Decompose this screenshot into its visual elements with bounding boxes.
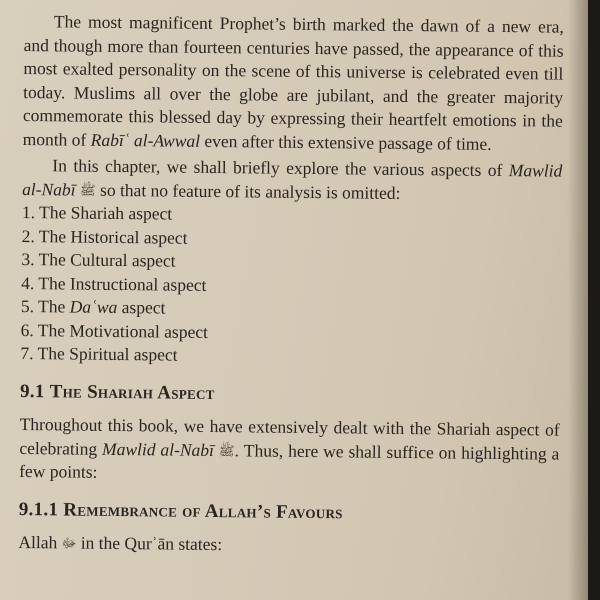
overview-italic-term: Mawlid al-Nabī [22, 160, 563, 200]
list-item-number: 2. [21, 225, 35, 246]
aspects-list [20, 201, 562, 371]
chapter-overview-paragraph [22, 154, 562, 207]
honorific-icon: ﷺ [79, 182, 96, 198]
list-item-number: 1. [21, 201, 36, 223]
page-content [18, 10, 564, 560]
list-item [20, 342, 560, 371]
list-item-text: The Historical aspect [38, 225, 188, 248]
list-item-text: The Cultural aspect [38, 249, 176, 271]
section-number: 9.1 [19, 380, 45, 402]
intro-paragraph [23, 10, 564, 157]
section-italic-term: Mawlid al-Nabī [101, 438, 215, 460]
list-item-number: 4. [21, 272, 35, 293]
overview-text-a: In this chapter, we shall briefly explore the various aspects of [52, 155, 509, 181]
list-item-number: 5. [20, 295, 35, 317]
intro-italic-term: Rabīʿ al-Awwal [90, 129, 201, 151]
list-item-number: 6. [20, 319, 34, 340]
honorific-icon: ﷺ [218, 442, 235, 458]
intro-text-a: The most magnificent Prophet’s birth marked the dawn of a new era, and though more than fourteen centuries have passed, the appearance of this most exalted personality on the scene of this universe is celebrated even till today. Muslims all over the globe are jubilant, and the greater majority commemorate this blessed day by expressing their heartfelt emotions in the month of [22, 11, 564, 150]
subsection-body-a: Allah [18, 531, 62, 553]
page-edge-shadow [568, 0, 588, 600]
list-item-number: 3. [21, 248, 35, 270]
section-title: The Shariah Aspect [49, 380, 215, 404]
list-item-number: 7. [20, 342, 34, 364]
list-item-text: The Spiritual aspect [37, 343, 178, 365]
section-heading-9-1-1 [19, 497, 559, 526]
section-heading-9-1 [20, 379, 560, 408]
section-body-b: . Thus, here we shall suffice on highlighting a few points: [19, 439, 560, 482]
section-body-a: Throughout this book, we have extensively dealt with the Shariah aspect of celebrating [19, 413, 560, 459]
list-item-text: The Motivational aspect [37, 319, 209, 342]
list-item-text: The Instructional aspect [38, 272, 207, 295]
list-item-text-post: aspect [117, 296, 166, 318]
list-item-text-pre: The [37, 296, 70, 317]
allah-honorific-icon: ﷻ [61, 535, 77, 551]
list-item-italic: Daʿwa [69, 296, 118, 317]
subsection-body-b: in the Qurʾān states: [76, 532, 223, 555]
section-9-1-paragraph [19, 413, 560, 489]
intro-text-b: even after this extensive passage of time. [199, 130, 492, 154]
list-item-text: The Shariah aspect [38, 202, 173, 224]
subsection-number: 9.1.1 [18, 498, 59, 520]
overview-text-b: so that no feature of its analysis is omitted: [95, 179, 401, 203]
subsection-title: Remembrance of Allah’s Favours [63, 498, 343, 523]
section-9-1-1-paragraph [18, 531, 558, 560]
